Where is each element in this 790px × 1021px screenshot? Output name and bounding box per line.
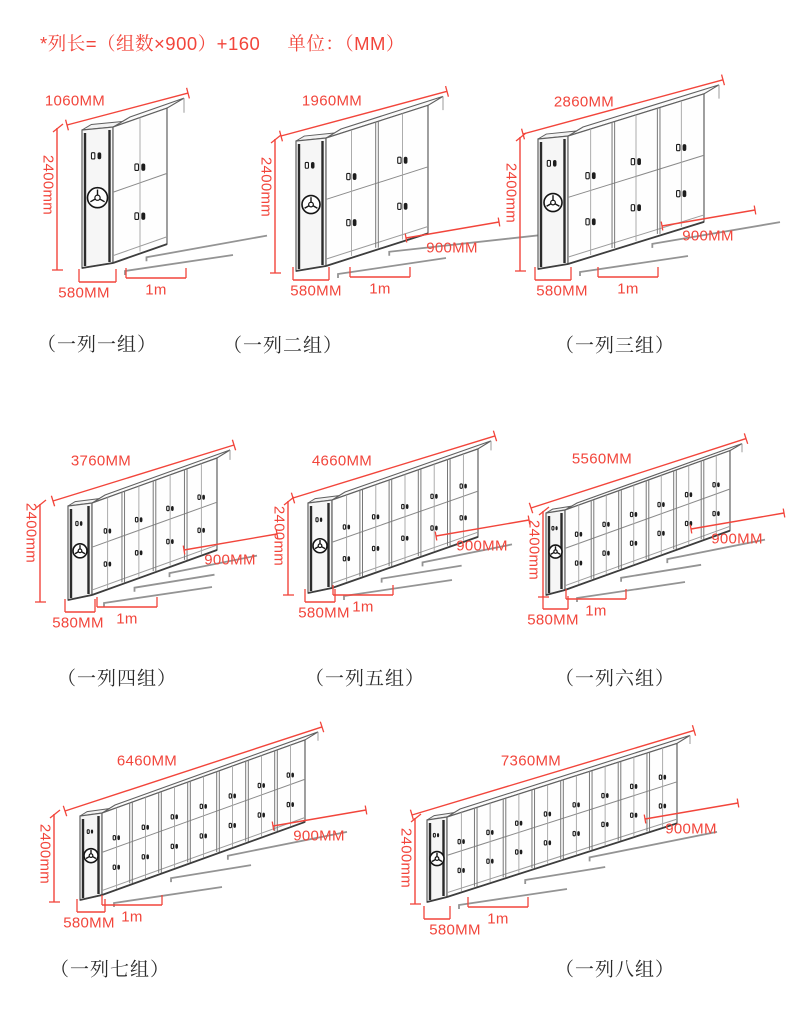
aisle-dimension-label: 900MM bbox=[204, 551, 256, 569]
length-dimension-label: 5560MM bbox=[571, 450, 633, 468]
handle-left bbox=[677, 191, 680, 197]
depth-dimension-label: 580MM bbox=[290, 282, 342, 300]
handle-left bbox=[113, 836, 115, 840]
aisle-dimension-label: 900MM bbox=[293, 827, 345, 845]
depth-dimension-label: 580MM bbox=[536, 282, 588, 300]
handle-left bbox=[685, 492, 687, 496]
handle-left bbox=[343, 557, 345, 561]
handle-right bbox=[464, 515, 467, 520]
track-dimension-label: 1m bbox=[585, 602, 607, 620]
track-dimension-label: 1m bbox=[352, 598, 374, 616]
handle-right bbox=[291, 802, 294, 807]
length-dimension-label: 3760MM bbox=[70, 452, 132, 470]
handle-right bbox=[637, 204, 641, 211]
handle-left bbox=[458, 839, 460, 843]
handle-right bbox=[553, 160, 557, 167]
handle-right bbox=[91, 829, 93, 833]
handle-right bbox=[491, 830, 494, 835]
floor-rail bbox=[114, 887, 222, 907]
handle-right bbox=[204, 804, 207, 809]
handle-left bbox=[431, 494, 433, 498]
diagram-caption: （一列二组） bbox=[222, 335, 344, 357]
length-dimension-label: 7360MM bbox=[500, 752, 562, 770]
aisle-dimension-label: 900MM bbox=[665, 820, 717, 838]
height-dimension-label: 2400mm bbox=[22, 502, 40, 564]
handle-left bbox=[458, 868, 460, 872]
handle-right bbox=[520, 850, 523, 855]
handle-left bbox=[658, 531, 660, 535]
handle-left bbox=[258, 813, 260, 817]
handle-left bbox=[135, 551, 137, 555]
handle-right bbox=[262, 813, 265, 818]
handle-right bbox=[140, 550, 143, 555]
dimension-tick bbox=[737, 799, 739, 808]
handle-right bbox=[353, 219, 357, 226]
length-dimension-label: 1960MM bbox=[301, 92, 363, 110]
dimension-tick bbox=[516, 133, 526, 141]
handle-left bbox=[544, 841, 546, 845]
handle-right bbox=[635, 512, 638, 517]
handle-left bbox=[631, 205, 634, 211]
handle-right bbox=[520, 821, 523, 826]
handle-left bbox=[167, 506, 169, 510]
handle-left bbox=[516, 821, 518, 825]
floor-rail bbox=[104, 587, 212, 607]
diagram-caption: （一列一组） bbox=[36, 334, 158, 356]
handle-left bbox=[167, 539, 169, 543]
handle-right bbox=[577, 831, 580, 836]
diagram-caption: （一列七组） bbox=[49, 959, 171, 981]
handle-right bbox=[637, 158, 641, 165]
dimension-tick bbox=[284, 497, 294, 505]
depth-dimension-label: 580MM bbox=[58, 284, 110, 302]
aisle-dimension-label: 900MM bbox=[456, 537, 508, 555]
handle-left bbox=[573, 831, 575, 835]
crank-wheel-icon bbox=[88, 188, 108, 208]
handle-right bbox=[80, 521, 83, 526]
crank-wheel-icon bbox=[549, 545, 562, 558]
handle-left bbox=[372, 546, 374, 550]
depth-dimension-label: 580MM bbox=[429, 921, 481, 939]
floor-rail bbox=[344, 580, 452, 600]
cabinet-diagram-6 bbox=[529, 433, 784, 609]
handle-left bbox=[603, 522, 605, 526]
handle-left bbox=[552, 526, 554, 530]
handle-right bbox=[577, 802, 580, 807]
handle-right bbox=[377, 514, 380, 519]
crank-wheel-icon bbox=[544, 194, 562, 212]
handle-right bbox=[635, 784, 638, 789]
handle-right bbox=[109, 562, 112, 567]
floor-rail bbox=[580, 256, 688, 276]
handle-right bbox=[320, 517, 322, 521]
handle-left bbox=[602, 822, 604, 826]
handle-left bbox=[433, 833, 435, 837]
handle-right bbox=[406, 536, 409, 541]
handle-right bbox=[146, 825, 149, 830]
track-dimension-label: 1m bbox=[487, 910, 509, 928]
handle-left bbox=[631, 159, 634, 165]
length-dimension-label: 6460MM bbox=[116, 752, 178, 770]
height-dimension-label: 2400mm bbox=[397, 827, 415, 889]
handle-left bbox=[316, 518, 318, 522]
handle-left bbox=[487, 830, 489, 834]
handle-left bbox=[343, 525, 345, 529]
handle-left bbox=[87, 830, 89, 834]
handle-left bbox=[586, 173, 589, 179]
handle-left bbox=[198, 528, 200, 532]
floor-rail bbox=[525, 867, 605, 884]
handle-left bbox=[631, 813, 633, 817]
handle-left bbox=[602, 793, 604, 797]
length-dimension-label: 2860MM bbox=[553, 93, 615, 111]
handle-right bbox=[462, 839, 465, 844]
height-dimension-label: 2400mm bbox=[270, 505, 288, 567]
handle-right bbox=[491, 859, 494, 864]
track-dimension-label: 1m bbox=[121, 908, 143, 926]
handle-left bbox=[287, 773, 289, 777]
handle-left bbox=[460, 484, 462, 488]
handle-right bbox=[146, 854, 149, 859]
handle-left bbox=[431, 526, 433, 530]
crank-wheel-icon bbox=[302, 196, 320, 214]
handle-left bbox=[398, 157, 401, 163]
handle-right bbox=[580, 532, 583, 537]
handle-right bbox=[717, 482, 720, 487]
floor-rail bbox=[338, 258, 446, 278]
handle-left bbox=[287, 802, 289, 806]
handle-right bbox=[175, 844, 178, 849]
handle-right bbox=[202, 495, 205, 500]
crank-wheel-icon bbox=[84, 849, 98, 863]
handle-right bbox=[233, 823, 236, 828]
handle-left bbox=[200, 834, 202, 838]
length-dimension-label: 1060MM bbox=[44, 92, 106, 110]
handle-left bbox=[402, 504, 404, 508]
handle-left bbox=[171, 844, 173, 848]
length-dimension-label: 4660MM bbox=[311, 452, 373, 470]
handle-right bbox=[662, 502, 665, 507]
handle-left bbox=[460, 516, 462, 520]
track-dimension-label: 1m bbox=[369, 280, 391, 298]
handle-left bbox=[229, 823, 231, 827]
handle-right bbox=[464, 484, 467, 489]
handle-left bbox=[347, 220, 350, 226]
handle-left bbox=[135, 517, 137, 521]
handle-right bbox=[140, 517, 143, 522]
handle-left bbox=[200, 804, 202, 808]
handle-right bbox=[717, 511, 720, 516]
handle-right bbox=[291, 773, 294, 778]
handle-left bbox=[573, 803, 575, 807]
handle-left bbox=[659, 775, 661, 779]
handle-right bbox=[109, 528, 112, 533]
handle-right bbox=[435, 494, 438, 499]
floor-rail bbox=[171, 865, 251, 882]
handle-left bbox=[713, 511, 715, 515]
handle-left bbox=[91, 153, 94, 159]
dimension-tick bbox=[783, 509, 785, 518]
handle-left bbox=[685, 521, 687, 525]
handle-left bbox=[544, 812, 546, 816]
handle-right bbox=[555, 526, 557, 530]
handle-right bbox=[606, 822, 609, 827]
handle-left bbox=[135, 164, 139, 171]
dimension-tick bbox=[365, 806, 367, 815]
handle-right bbox=[262, 783, 265, 788]
handle-right bbox=[592, 172, 596, 179]
handle-left bbox=[516, 850, 518, 854]
handle-left bbox=[372, 515, 374, 519]
handle-right bbox=[606, 793, 609, 798]
handle-right bbox=[635, 813, 638, 818]
track-dimension-label: 1m bbox=[116, 610, 138, 628]
handle-left bbox=[630, 541, 632, 545]
handle-right bbox=[98, 152, 102, 159]
handle-left bbox=[631, 784, 633, 788]
handle-right bbox=[592, 218, 596, 225]
floor-rail bbox=[621, 565, 701, 582]
handle-left bbox=[398, 203, 401, 209]
dimension-tick bbox=[754, 206, 756, 215]
handle-left bbox=[658, 502, 660, 506]
dimension-tick bbox=[50, 810, 60, 818]
track-dimension-label: 1m bbox=[145, 281, 167, 299]
handle-right bbox=[404, 157, 408, 164]
aisle-dimension-label: 900MM bbox=[426, 239, 478, 257]
formula-text: *列长=（组数×900）+160 bbox=[40, 33, 261, 54]
handle-left bbox=[104, 529, 106, 533]
handle-right bbox=[141, 212, 145, 219]
handle-right bbox=[171, 539, 174, 544]
unit-label: 单位：（MM） bbox=[287, 33, 405, 54]
handle-left bbox=[113, 865, 115, 869]
handle-left bbox=[603, 551, 605, 555]
handle-right bbox=[311, 162, 315, 169]
handle-left bbox=[575, 532, 577, 536]
handle-right bbox=[141, 164, 145, 171]
depth-dimension-label: 580MM bbox=[63, 914, 115, 932]
handle-right bbox=[435, 526, 438, 531]
handle-left bbox=[402, 536, 404, 540]
dimension-tick bbox=[271, 135, 281, 143]
handle-left bbox=[575, 561, 577, 565]
handle-left bbox=[713, 483, 715, 487]
height-dimension-label: 2400mm bbox=[502, 162, 520, 224]
handle-left bbox=[677, 144, 680, 150]
dimension-tick bbox=[498, 218, 500, 227]
handle-left bbox=[135, 213, 139, 220]
formula-note bbox=[40, 30, 405, 56]
floor-rail bbox=[459, 889, 567, 909]
handle-right bbox=[580, 561, 583, 566]
depth-dimension-label: 580MM bbox=[527, 611, 579, 629]
handle-right bbox=[548, 812, 551, 817]
handle-right bbox=[175, 814, 178, 819]
handle-right bbox=[437, 833, 439, 837]
handle-left bbox=[487, 859, 489, 863]
depth-dimension-label: 580MM bbox=[52, 614, 104, 632]
handle-left bbox=[229, 794, 231, 798]
handle-left bbox=[76, 521, 78, 525]
handle-right bbox=[663, 804, 666, 809]
dimension-tick bbox=[53, 124, 63, 132]
handle-right bbox=[233, 794, 236, 799]
handle-right bbox=[204, 833, 207, 838]
handle-left bbox=[630, 512, 632, 516]
handle-right bbox=[117, 865, 120, 870]
handle-right bbox=[662, 531, 665, 536]
crank-wheel-icon bbox=[430, 852, 444, 866]
handle-right bbox=[548, 840, 551, 845]
height-dimension-label: 2400mm bbox=[39, 154, 57, 216]
diagram-caption: （一列五组） bbox=[304, 668, 426, 690]
handle-right bbox=[117, 835, 120, 840]
diagram-caption: （一列六组） bbox=[554, 668, 676, 690]
handle-right bbox=[377, 546, 380, 551]
aisle-dimension-label: 900MM bbox=[711, 530, 763, 548]
handle-left bbox=[142, 855, 144, 859]
crank-wheel-icon bbox=[313, 539, 327, 553]
cabinet-front-face bbox=[565, 451, 730, 590]
handle-left bbox=[171, 815, 173, 819]
floor-rail bbox=[125, 255, 233, 275]
height-dimension-label: 2400mm bbox=[36, 823, 54, 885]
handle-right bbox=[635, 541, 638, 546]
handle-left bbox=[547, 160, 550, 166]
handle-right bbox=[663, 775, 666, 780]
height-dimension-label: 2400mm bbox=[257, 156, 275, 218]
handle-left bbox=[659, 804, 661, 808]
diagram-caption: （一列八组） bbox=[554, 959, 676, 981]
height-dimension-label: 2400mm bbox=[525, 519, 543, 581]
handle-right bbox=[683, 144, 687, 151]
handle-left bbox=[586, 219, 589, 225]
diagram-caption: （一列三组） bbox=[554, 335, 676, 357]
handle-left bbox=[258, 783, 260, 787]
handle-left bbox=[142, 825, 144, 829]
handle-right bbox=[347, 556, 350, 561]
handle-right bbox=[347, 525, 350, 530]
cabinet-diagram-7 bbox=[49, 722, 367, 912]
handle-left bbox=[347, 173, 350, 179]
diagram-caption: （一列四组） bbox=[56, 668, 178, 690]
track-dimension-label: 1m bbox=[617, 280, 639, 298]
handle-right bbox=[683, 190, 687, 197]
handle-right bbox=[404, 203, 408, 210]
handle-right bbox=[690, 492, 693, 497]
aisle-dimension-label: 900MM bbox=[682, 227, 734, 245]
depth-dimension-label: 580MM bbox=[298, 604, 350, 622]
handle-right bbox=[171, 506, 174, 511]
handle-right bbox=[406, 504, 409, 509]
cabinet-diagram-1 bbox=[52, 88, 267, 282]
handle-right bbox=[462, 868, 465, 873]
handle-left bbox=[198, 495, 200, 499]
handle-right bbox=[607, 551, 610, 556]
handle-right bbox=[202, 528, 205, 533]
handle-right bbox=[607, 522, 610, 527]
handle-left bbox=[104, 562, 106, 566]
handle-left bbox=[305, 162, 308, 168]
crank-wheel-icon bbox=[73, 544, 87, 558]
handle-right bbox=[353, 173, 357, 180]
